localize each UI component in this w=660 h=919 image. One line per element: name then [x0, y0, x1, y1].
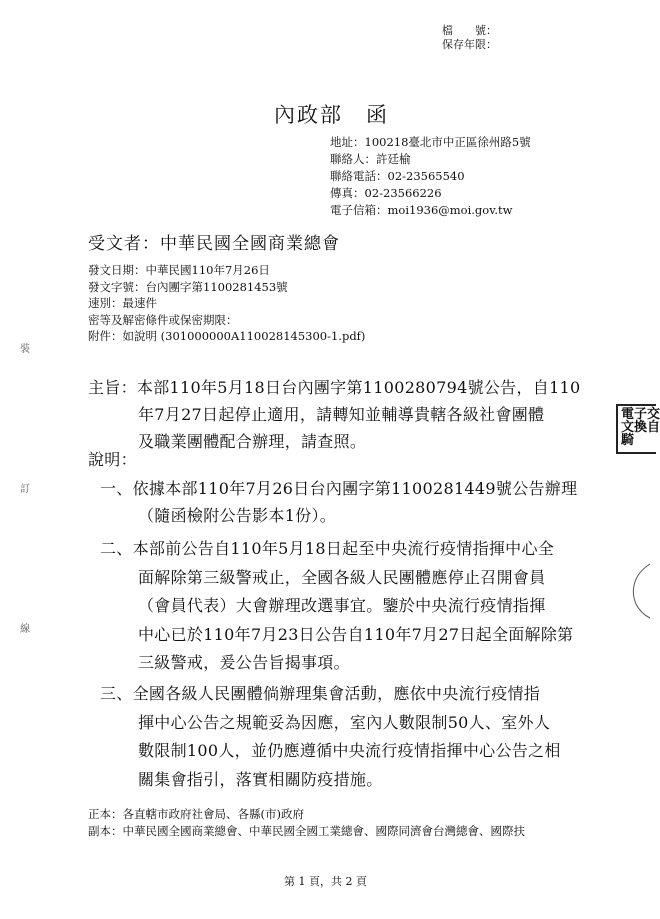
- contact-email: 電子信箱：moi1936@moi.gov.tw: [330, 203, 513, 217]
- copy-recipients: 副本：中華民國全國商業總會、中華民國全國工業總會、國際同濟會台灣總會、國際扶: [88, 824, 525, 838]
- retention-period-label: 保存年限：: [442, 38, 497, 51]
- contact-address: 地址：100218臺北市中正區徐州路5號: [330, 135, 531, 149]
- subject-line: 及職業團體配合辦理，請查照。: [138, 432, 367, 451]
- document-title: 內政部 函: [274, 103, 389, 127]
- subject-line: 年7月27日起停止適用，請轉知並輔導貴轄各級社會團體: [138, 405, 545, 424]
- original-recipients: 正本：各直轄市政府社會局、各縣(市)政府: [88, 807, 304, 821]
- page-edge-mark: [622, 560, 650, 620]
- contact-block: [330, 134, 531, 219]
- explanation-line: 中心已於110年7月23日公告自110年7月27日起全面解除第: [138, 624, 574, 644]
- electronic-exchange-stamp: [616, 404, 660, 454]
- issue-date: 發文日期：中華民國110年7月26日: [88, 263, 270, 277]
- explanation-line: 二、本部前公告自110年5月18日起至中央流行疫情指揮中心全: [100, 539, 555, 558]
- file-number-label: 檔 號：: [442, 24, 497, 37]
- explanation-line: （隨函檢附公告影本1份）。: [138, 506, 337, 525]
- subject-line: 主旨：本部110年5月18日台內團字第1100280794號公告，自110: [88, 378, 581, 397]
- contact-person: 聯絡人：許廷榆: [330, 152, 411, 166]
- explanation-line: 一、依據本部110年7月26日台內團字第1100281449號公告辦理: [100, 479, 578, 498]
- contact-phone: 聯絡電話：02-23565540: [330, 169, 465, 183]
- recipient: 受文者：中華民國全國商業總會: [88, 234, 340, 254]
- subject-block: [88, 374, 581, 455]
- stamp-line: 電子交: [621, 407, 660, 422]
- attachment-line: 附件：如說明 (301000000A110028145300-1.pdf): [88, 329, 366, 343]
- distribution-block: [88, 806, 525, 840]
- explanation-line: 三、全國各級人民團體倘辦理集會活動，應依中央流行疫情指: [100, 684, 541, 703]
- explanation-item-3: [100, 680, 561, 794]
- explanation-line: 數限制100人，並仍應遵循中央流行疫情指揮中心公告之相: [138, 741, 561, 760]
- meta-block: [88, 262, 365, 345]
- explanation-line: 面解除第三級警戒止，全國各級人民團體應停止召開會員: [138, 567, 546, 587]
- binding-mark: 線: [20, 624, 30, 635]
- explanation-line: 三級警戒，爰公告旨揭事項。: [138, 653, 350, 672]
- contact-fax: 傳真：02-23566226: [330, 186, 442, 200]
- document-number: 發文字號：台內團字第1100281453號: [88, 279, 288, 294]
- secrecy-level: 密等及解密條件或保密期限：: [88, 312, 238, 327]
- stamp-line: 騎: [621, 433, 635, 448]
- explanation-item-1: [100, 475, 577, 529]
- explanation-line: 關集會指引，落實相關防疫措施。: [138, 769, 383, 789]
- explanation-item-2: [100, 535, 573, 678]
- delivery-speed: 速別：最速件: [88, 296, 157, 310]
- explanation-line: （會員代表）大會辦理改選事宜。鑒於中央流行疫情指揮: [138, 596, 546, 615]
- binding-mark: 裝: [20, 344, 30, 355]
- explanation-line: 揮中心公告之規範妥為因應，室內人數限制50人、室外人: [138, 712, 551, 732]
- binding-mark: 訂: [20, 484, 30, 495]
- stamp-line: 文換自: [621, 420, 660, 435]
- page-number: 第 1 頁，共 2 頁: [284, 875, 367, 888]
- explanation-heading: 說明：: [88, 450, 137, 469]
